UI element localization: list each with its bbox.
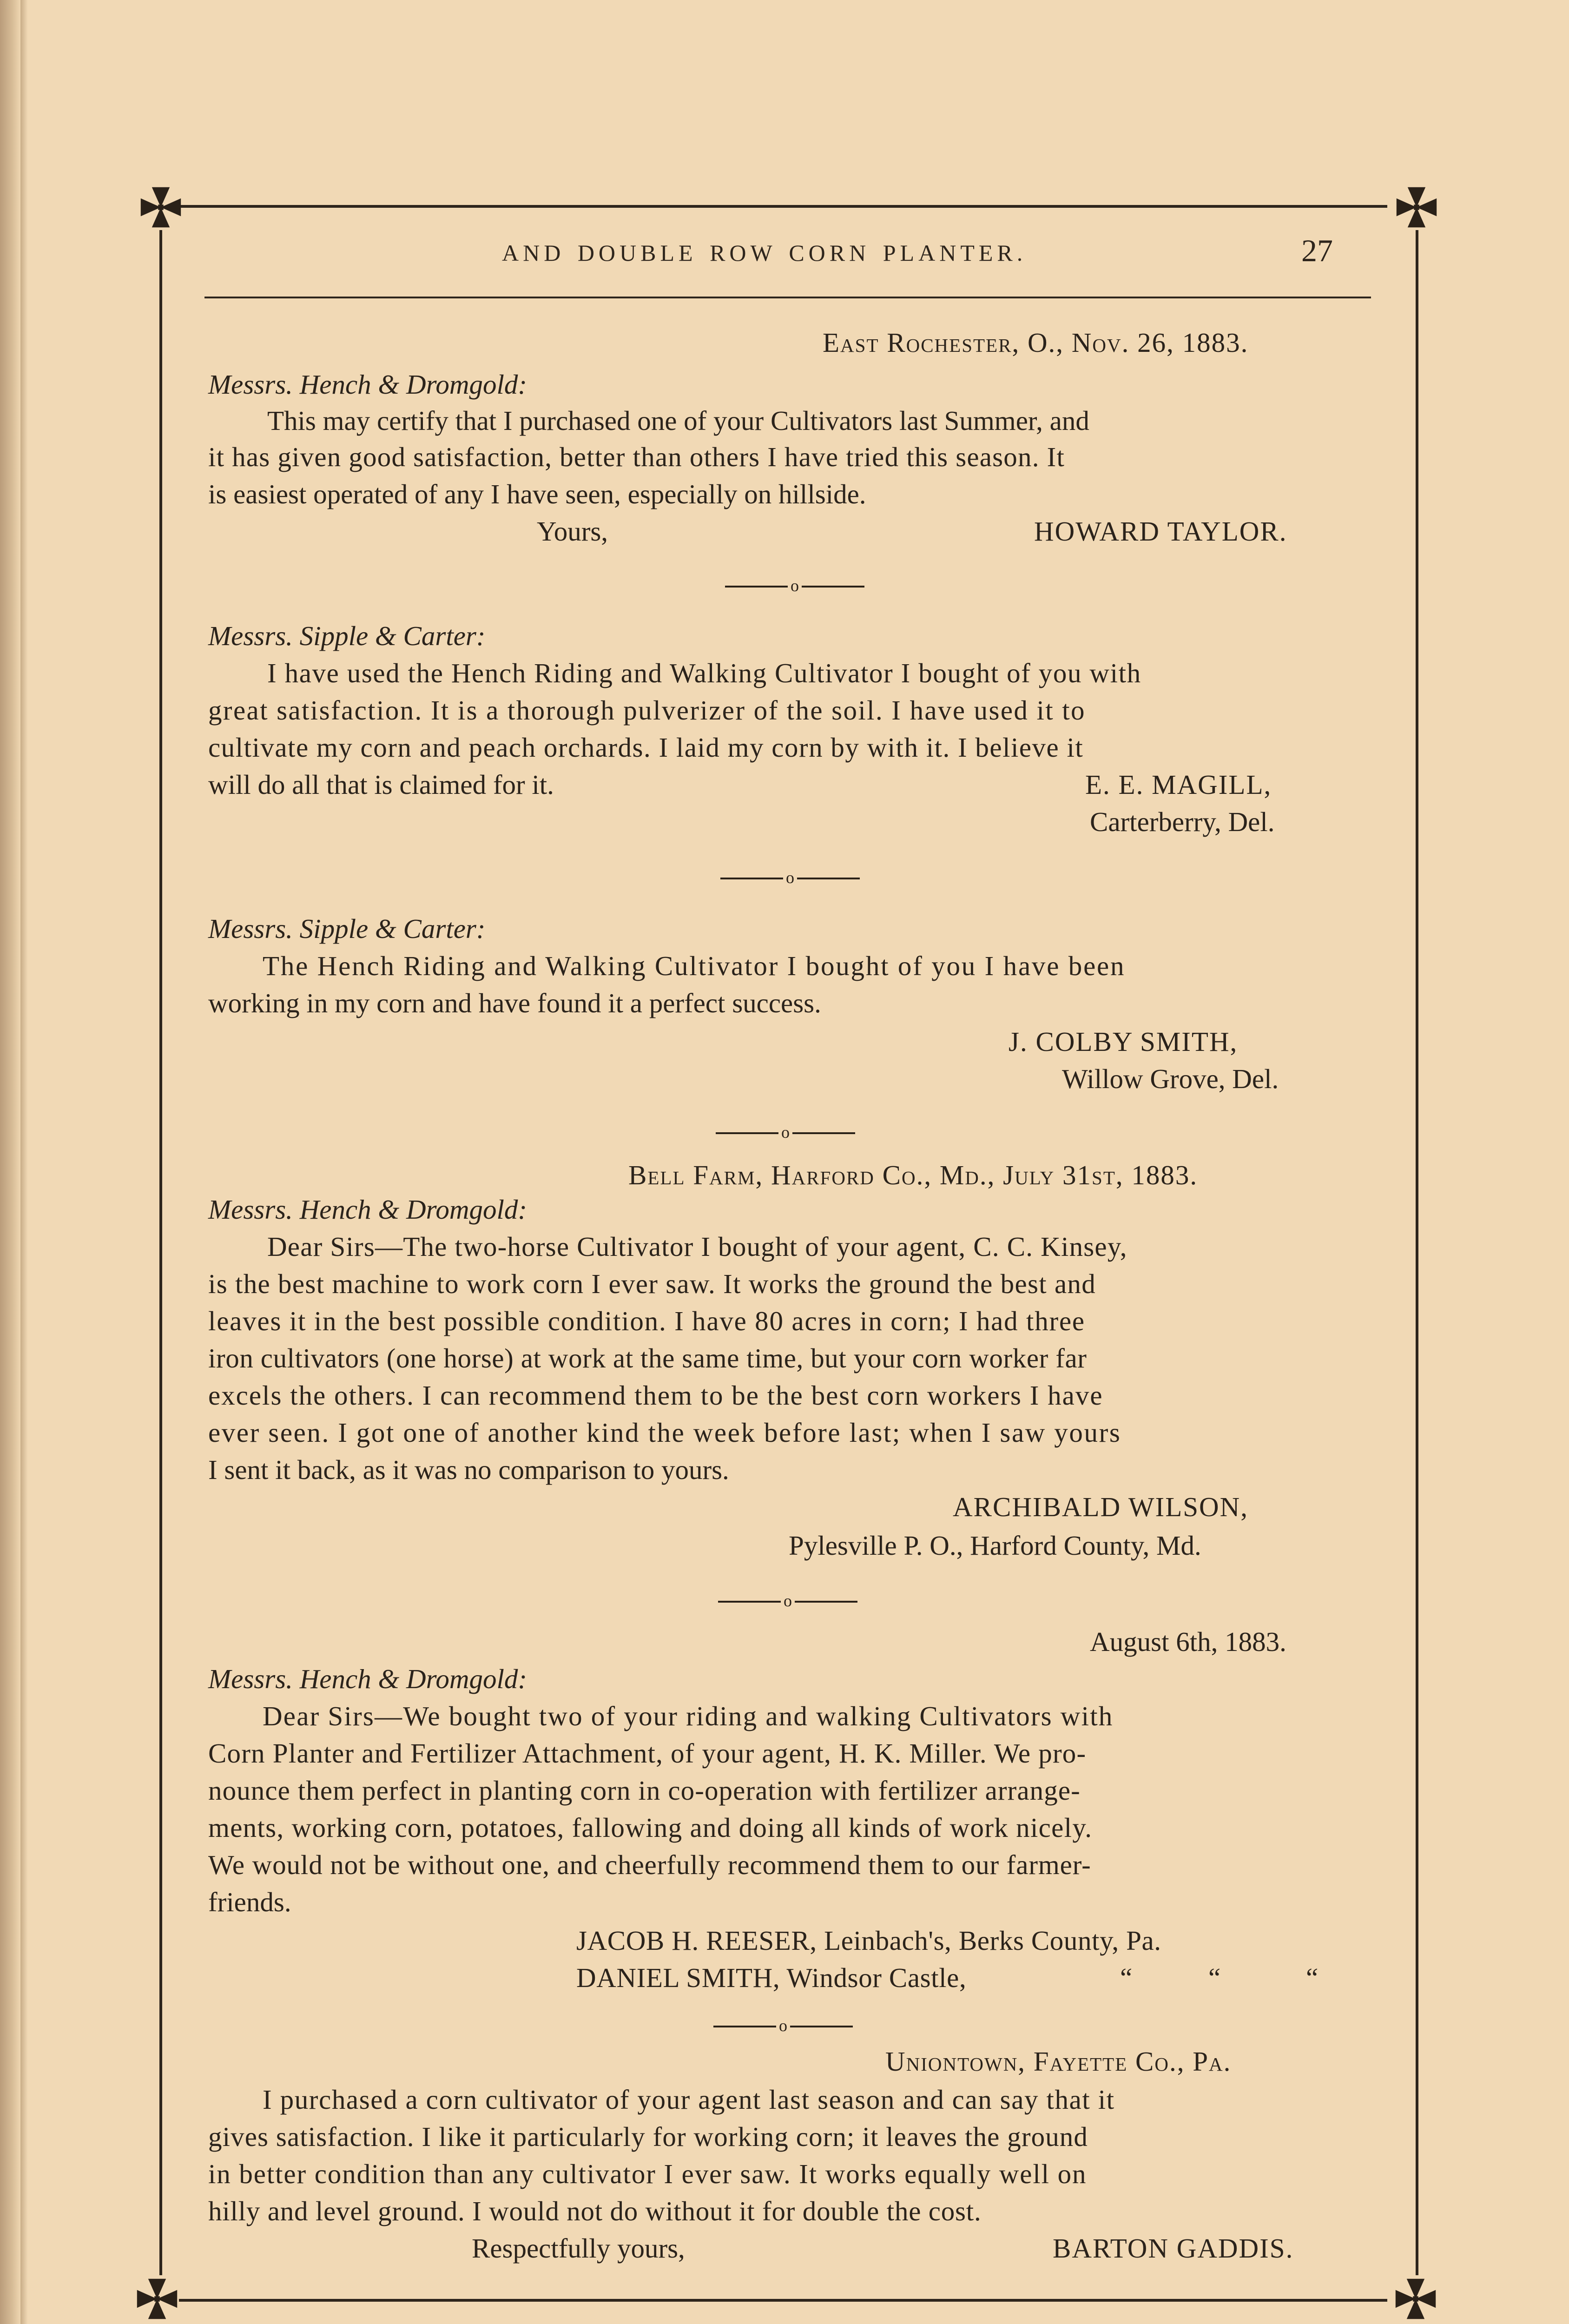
letter-salutation: Messrs. Sipple & Carter: [208,621,486,651]
letter-body-line: excels the others. I can recommend them to be the best corn workers I have [208,1380,1103,1411]
letter-body-line: friends. [208,1887,291,1917]
letter-body-line: This may certify that I purchased one of your Cultivators last Summer, and [267,405,1089,436]
separator-rule [720,869,860,888]
maltese-cross-top-right-icon [1394,185,1439,230]
letter-closing: Yours, [537,516,608,547]
frame-top-line [179,205,1387,208]
running-title: AND DOUBLE ROW CORN PLANTER. [502,240,1027,266]
maltese-cross-top-left-icon [138,185,183,230]
letter-signature: JACOB H. REESER, Leinbach's, Berks County, Pa. [576,1925,1161,1956]
separator-rule [718,1592,857,1611]
letter-signature: ARCHIBALD WILSON, [953,1492,1249,1522]
letter-signature: BARTON GADDIS. [1053,2233,1294,2264]
letter-address: Willow Grove, Del. [1062,1063,1279,1094]
maltese-cross-bottom-right-icon [1393,2277,1438,2321]
letter-place-date: August 6th, 1883. [1090,1626,1286,1657]
ditto-mark: “ [1120,1962,1133,1993]
letter-signature: HOWARD TAYLOR. [1034,516,1287,547]
book-binding-shadow [0,0,20,2324]
letter-body-line: cultivate my corn and peach orchards. I laid my corn by with it. I believe it [208,732,1084,763]
letter-address: Pylesville P. O., Harford County, Md. [789,1530,1201,1561]
letter-body-line: Dear Sirs—The two-horse Cultivator I bought of your agent, C. C. Kinsey, [267,1231,1127,1262]
letter-body-line: it has given good satisfaction, better than others I have tried this season. It [208,442,1065,472]
separator-rule [716,1124,855,1142]
frame-bottom-line [179,2299,1387,2302]
letter-place-date: East Rochester, O., Nov. 26, 1883. [823,327,1249,358]
letter-signature: E. E. MAGILL, [1085,769,1272,800]
letter-body-line: working in my corn and have found it a perfect success. [208,988,821,1018]
letter-body-line: Corn Planter and Fertilizer Attachment, of your agent, H. K. Miller. We pro- [208,1738,1087,1769]
letter-body-line: is easiest operated of any I have seen, especially on hillside. [208,479,866,509]
separator-mark: o [791,577,799,595]
separator-mark: o [779,2017,787,2035]
letter-salutation: Messrs. Hench & Dromgold: [208,369,527,400]
letter-salutation: Messrs. Hench & Dromgold: [208,1664,527,1694]
separator-rule [725,577,864,596]
book-gutter-shadow [20,0,28,2324]
letter-body-line: The Hench Riding and Walking Cultivator I bought of you I have been [263,951,1126,981]
letter-body-line: in better condition than any cultivator I ever saw. It works equally well on [208,2159,1087,2189]
letter-body-line: hilly and level ground. I would not do without it for double the cost. [208,2196,982,2226]
ditto-mark: “ [1208,1962,1221,1993]
header-rule [204,297,1371,298]
ditto-mark: “ [1306,1962,1318,1993]
letter-signature: J. COLBY SMITH, [1009,1026,1238,1057]
frame-right-line [1416,230,1418,2275]
letter-body-line: leaves it in the best possible condition. I have 80 acres in corn; I had three [208,1306,1085,1336]
letter-body-line: I sent it back, as it was no comparison to yours. [208,1454,729,1485]
letter-address: Carterberry, Del. [1090,806,1275,837]
separator-mark: o [784,1592,792,1610]
letter-body-line: I purchased a corn cultivator of your agent last season and can say that it [263,2084,1115,2115]
letter-place-date: Uniontown, Fayette Co., Pa. [885,2046,1232,2077]
letter-signature: DANIEL SMITH, Windsor Castle, [576,1962,967,1993]
letter-closing: Respectfully yours, [472,2233,685,2264]
page-number: 27 [1301,233,1333,268]
letter-body-line: I have used the Hench Riding and Walking Cultivator I bought of you with [267,658,1141,688]
letter-body-line: is the best machine to work corn I ever saw. It works the ground the best and [208,1268,1096,1299]
letter-body-line: will do all that is claimed for it. [208,769,554,800]
letter-body-line: gives satisfaction. I like it particularly for working corn; it leaves the ground [208,2121,1088,2152]
letter-body-line: Dear Sirs—We bought two of your riding and walking Cultivators with [263,1701,1114,1731]
letter-body-line: nounce them perfect in planting corn in co-operation with fertilizer arrange- [208,1775,1081,1806]
letter-body-line: iron cultivators (one horse) at work at the same time, but your corn worker far [208,1343,1087,1373]
frame-left-line [159,230,162,2275]
separator-rule [713,2017,853,2036]
maltese-cross-bottom-left-icon [135,2277,179,2321]
letter-salutation: Messrs. Sipple & Carter: [208,913,486,944]
letter-salutation: Messrs. Hench & Dromgold: [208,1194,527,1225]
letter-place-date: Bell Farm, Harford Co., Md., July 31st, 1883. [628,1160,1198,1190]
letter-body-line: ever seen. I got one of another kind the week before last; when I saw yours [208,1417,1121,1448]
letter-body-line: ments, working corn, potatoes, fallowing and doing all kinds of work nicely. [208,1812,1093,1843]
letter-body-line: great satisfaction. It is a thorough pulverizer of the soil. I have used it to [208,695,1086,726]
separator-mark: o [781,1124,790,1142]
separator-mark: o [786,869,794,887]
letter-body-line: We would not be without one, and cheerfully recommend them to our farmer- [208,1849,1091,1880]
